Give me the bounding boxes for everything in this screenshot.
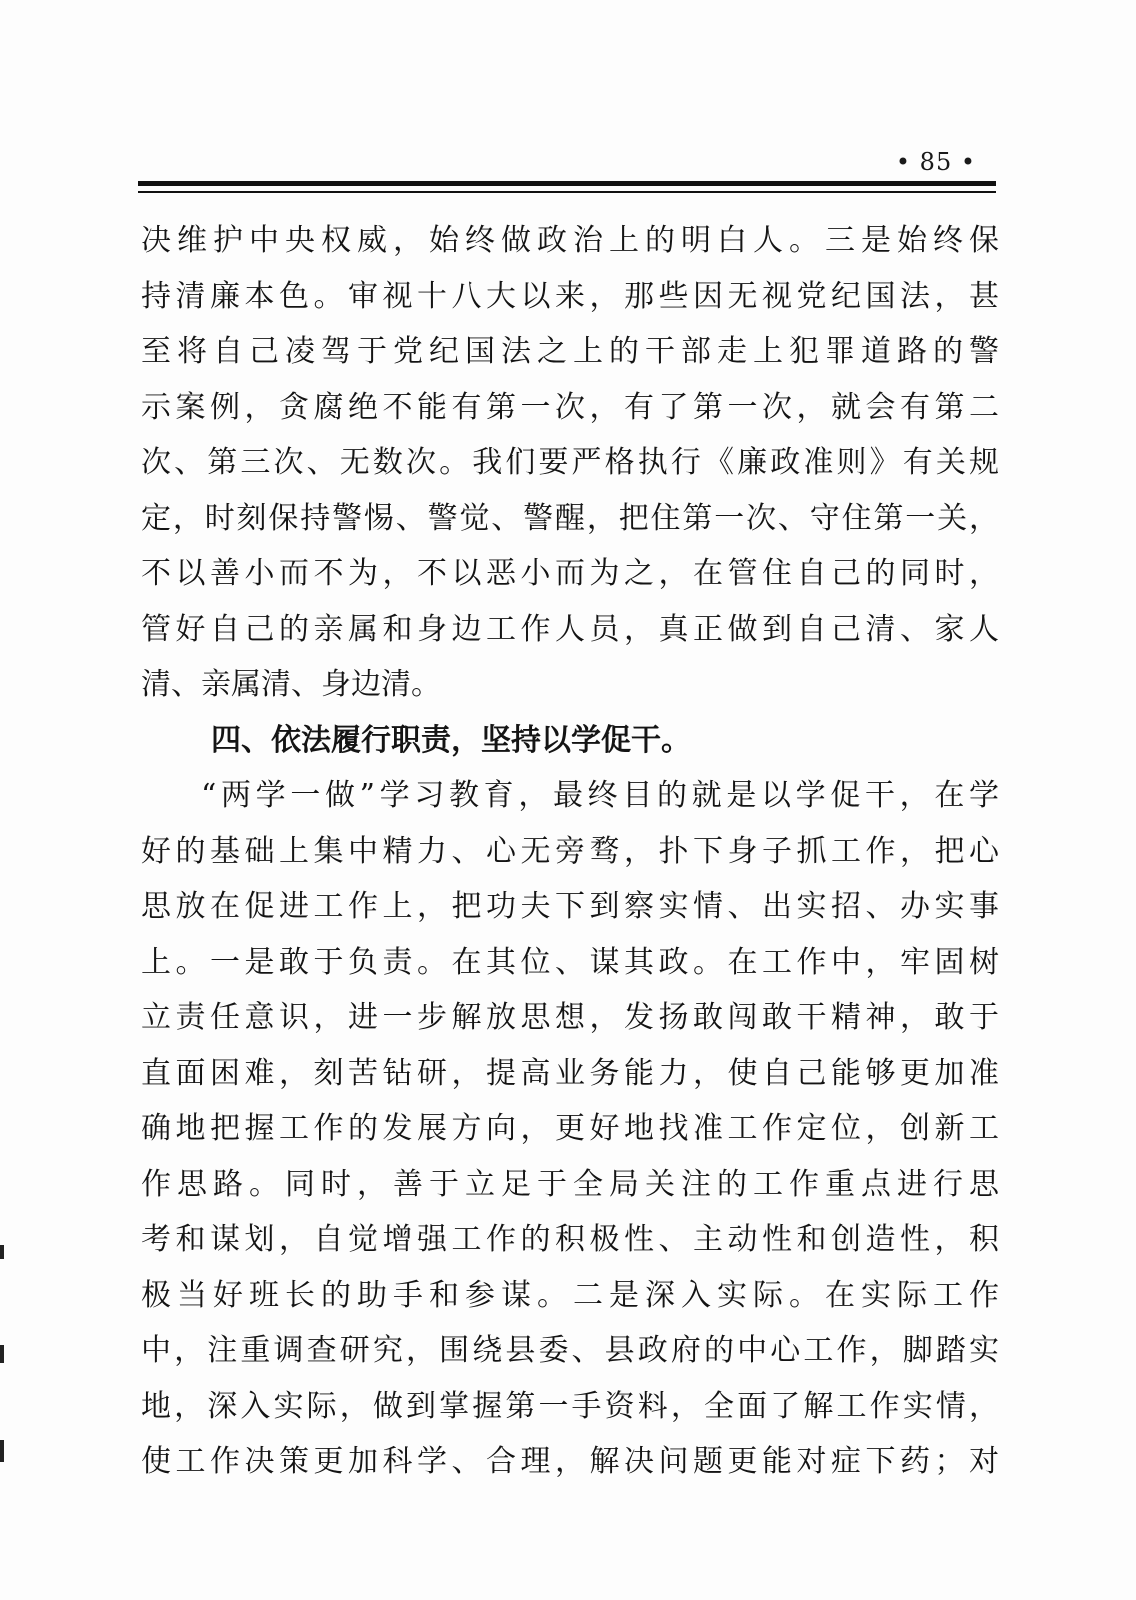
body-text — [141, 213, 999, 1490]
text-line: 地，深入实际，做到掌握第一手资料，全面了解工作实情， — [141, 1388, 999, 1424]
text-line: 不以善小而不为，不以恶小而为之，在管住自己的同时， — [141, 556, 999, 591]
text-line: 清、亲属清、身边清。 — [141, 667, 441, 702]
text-line: 立责任意识，进一步解放思想，发扬敢闯敢干精神，敢于 — [141, 1000, 999, 1035]
text-line: 管好自己的亲属和身边工作人员，真正做到自己清、家人 — [141, 611, 999, 647]
scan-edge-mark — [0, 1245, 4, 1259]
text-line: 中，注重调查研究，围绕县委、县政府的中心工作，脚踏实 — [141, 1333, 999, 1368]
header-rule-thin — [138, 191, 996, 193]
section-heading: 四、依法履行职责，坚持以学促干。 — [211, 722, 691, 758]
text-line: 决维护中央权威，始终做政治上的明白人。三是始终保 — [141, 223, 999, 258]
text-line: 作思路。同时，善于立足于全局关注的工作重点进行思 — [141, 1166, 999, 1202]
text-line: 持清廉本色。审视十八大以来，那些因无视党纪国法，甚 — [141, 278, 999, 314]
header-rule-thick — [138, 181, 996, 186]
text-line: 极当好班长的助手和参谋。二是深入实际。在实际工作 — [141, 1277, 999, 1313]
text-line: 确地把握工作的发展方向，更好地找准工作定位，创新工 — [141, 1111, 999, 1146]
text-line: 考和谋划，自觉增强工作的积极性、主动性和创造性，积 — [141, 1222, 999, 1257]
text-line: 至将自己凌驾于党纪国法之上的干部走上犯罪道路的警 — [141, 334, 999, 369]
text-line: 思放在促进工作上，把功夫下到察实情、出实招、办实事 — [141, 889, 999, 924]
scan-edge-mark — [0, 1440, 4, 1462]
text-line: 直面困难，刻苦钻研，提高业务能力，使自己能够更加准 — [141, 1055, 999, 1091]
text-line: 示案例，贪腐绝不能有第一次，有了第一次，就会有第二 — [141, 389, 999, 425]
text-line: 使工作决策更加科学、合理，解决问题更能对症下药；对 — [141, 1444, 999, 1479]
text-line: 好的基础上集中精力、心无旁骛，扑下身子抓工作，把心 — [141, 833, 999, 869]
text-line: 次、第三次、无数次。我们要严格执行《廉政准则》有关规 — [141, 445, 999, 480]
page-number: • 85 • — [895, 148, 976, 176]
text-line: “两学一做”学习教育，最终目的就是以学促干，在学 — [201, 778, 999, 813]
scan-edge-mark — [0, 1345, 4, 1363]
text-line: 上。一是敢于负责。在其位、谋其政。在工作中，牢固树 — [141, 944, 999, 980]
text-line: 定，时刻保持警惕、警觉、警醒，把住第一次、守住第一关， — [141, 500, 999, 536]
